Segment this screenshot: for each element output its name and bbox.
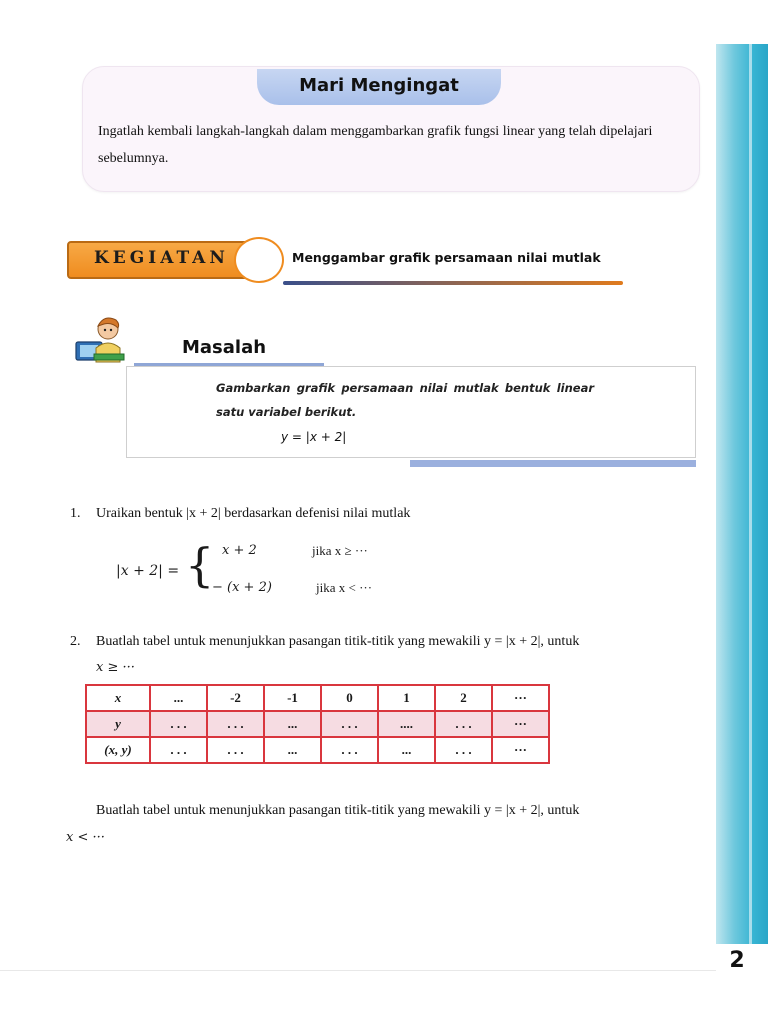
- table-cell: ....: [378, 711, 435, 737]
- piecewise-case2-expression: − (x + 2): [212, 580, 272, 595]
- table-cell: ...: [150, 685, 207, 711]
- table-row-y: [86, 711, 549, 737]
- table-cell: ···: [492, 711, 549, 737]
- activity-underline: [283, 281, 623, 285]
- table-cell: (x, y): [86, 737, 150, 763]
- question1-number: 1.: [70, 506, 81, 521]
- student-reading-icon: [74, 312, 126, 364]
- table-cell: -1: [264, 685, 321, 711]
- piecewise-case1-expression: x + 2: [222, 543, 257, 558]
- table-cell: . . .: [207, 711, 264, 737]
- reminder-title: Mari Mengingat: [257, 69, 501, 105]
- question3-condition: x < ···: [66, 830, 105, 845]
- table-cell: . . .: [150, 737, 207, 763]
- table-row-xy: [86, 737, 549, 763]
- problem-text-line2: satu variabel berikut.: [216, 405, 357, 419]
- table-cell: ···: [492, 737, 549, 763]
- problem-box: [126, 366, 696, 458]
- activity-circle-icon: [234, 237, 284, 283]
- question1-text: Uraikan bentuk |x + 2| berdasarkan defenisi nilai mutlak: [96, 506, 411, 521]
- piecewise-brace-icon: {: [185, 538, 215, 592]
- table-cell: ...: [378, 737, 435, 763]
- table-cell: . . .: [321, 711, 378, 737]
- side-decorative-stripe: [716, 44, 768, 944]
- values-table: [85, 684, 550, 764]
- table-cell: . . .: [321, 737, 378, 763]
- table-cell: . . .: [150, 711, 207, 737]
- table-cell: . . .: [435, 711, 492, 737]
- table-cell: x: [86, 685, 150, 711]
- table-cell: 0: [321, 685, 378, 711]
- question2-number: 2.: [70, 634, 81, 649]
- question2-text: Buatlah tabel untuk menunjukkan pasangan titik-titik yang mewakili y = |x + 2|, untuk: [96, 634, 580, 649]
- question3-text: Buatlah tabel untuk menunjukkan pasangan titik-titik yang mewakili y = |x + 2|, untuk: [96, 803, 580, 818]
- table-cell: . . .: [435, 737, 492, 763]
- piecewise-lhs: |x + 2| =: [116, 563, 180, 579]
- problem-bottom-bar: [410, 460, 696, 467]
- problem-title: Masalah: [182, 337, 267, 358]
- problem-text-line1: Gambarkan grafik persamaan nilai mutlak bentuk linear: [216, 381, 594, 395]
- piecewise-case2-condition: jika x < ···: [316, 580, 373, 595]
- table-cell: ...: [264, 737, 321, 763]
- piecewise-case1-condition: jika x ≥ ···: [312, 543, 368, 558]
- page-number: 2: [729, 948, 745, 973]
- table-cell: . . .: [207, 737, 264, 763]
- page-bottom-rule: [0, 970, 716, 971]
- question2-condition: x ≥ ···: [96, 660, 135, 675]
- table-cell: ...: [264, 711, 321, 737]
- reminder-text: Ingatlah kembali langkah-langkah dalam menggambarkan grafik fungsi linear yang telah dipelajari sebelumnya.: [98, 124, 653, 166]
- activity-label: KEGIATAN: [94, 248, 229, 268]
- side-stripe-highlight: [749, 44, 752, 944]
- table-cell: ···: [492, 685, 549, 711]
- table-cell: 2: [435, 685, 492, 711]
- table-cell: 1: [378, 685, 435, 711]
- table-cell: y: [86, 711, 150, 737]
- table-row-x: [86, 685, 549, 711]
- problem-equation: y = |x + 2|: [281, 430, 347, 444]
- table-cell: -2: [207, 685, 264, 711]
- activity-title: Menggambar grafik persamaan nilai mutlak: [292, 250, 601, 265]
